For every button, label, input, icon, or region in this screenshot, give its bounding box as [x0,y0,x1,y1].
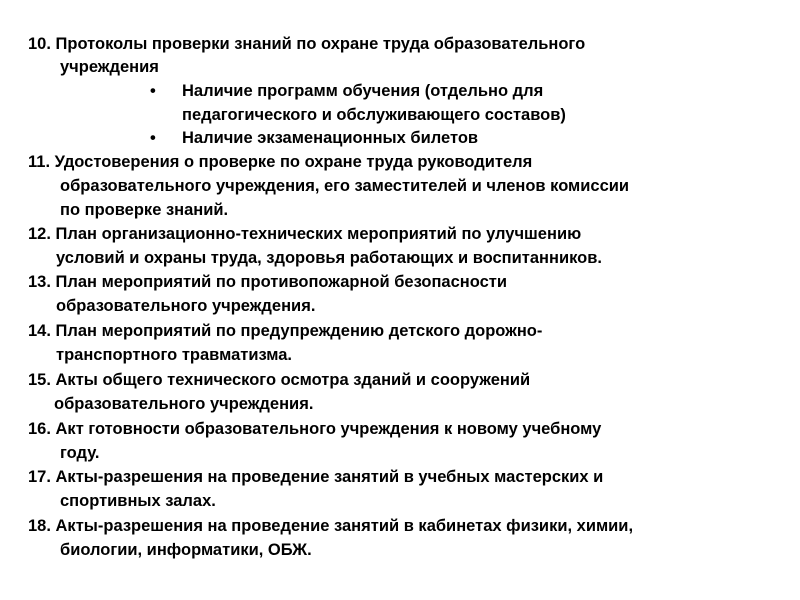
bullet-icon: • [150,82,156,100]
bullet-item-1-line-2: педагогического и обслуживающего составов) [182,106,566,124]
list-item-11-line-1: 11. Удостоверения о проверке по охране труда руководителя [28,153,533,171]
list-item-18-line-2: биологии, информатики, ОБЖ. [60,541,312,559]
list-item-17-line-1: 17. Акты-разрешения на проведение занятий в учебных мастерских и [28,468,604,486]
list-item-16-line-1: 16. Акт готовности образовательного учреждения к новому учебному [28,420,602,438]
list-item-11-line-2: образовательного учреждения, его заместителей и членов комиссии [60,177,630,195]
list-item-14-line-1: 14. План мероприятий по предупреждению детского дорожно- [28,322,543,340]
list-item-12-line-1: 12. План организационно-технических мероприятий по улучшению [28,225,582,243]
list-item-15-line-2: образовательного учреждения. [54,395,314,413]
list-item-12-line-2: условий и охраны труда, здоровья работающих и воспитанников. [56,249,602,267]
list-item-10-line-2: учреждения [60,58,159,76]
list-item-16-line-2: году. [60,444,100,462]
list-item-13-line-1: 13. План мероприятий по противопожарной безопасности [28,273,508,291]
bullet-icon: • [150,129,156,147]
list-item-10-line-1: 10. Протоколы проверки знаний по охране труда образовательного [28,35,586,53]
list-item-18-line-1: 18. Акты-разрешения на проведение занятий в кабинетах физики, химии, [28,517,634,535]
list-item-14-line-2: транспортного травматизма. [56,346,293,364]
list-item-15-line-1: 15. Акты общего технического осмотра зданий и сооружений [28,371,531,389]
bullet-item-1-line-1: Наличие программ обучения (отдельно для [182,82,544,100]
list-item-13-line-2: образовательного учреждения. [56,297,316,315]
list-item-17-line-2: спортивных залах. [60,492,216,510]
bullet-item-2-line-1: Наличие экзаменационных билетов [182,129,479,147]
list-item-11-line-3: по проверке знаний. [60,201,229,219]
